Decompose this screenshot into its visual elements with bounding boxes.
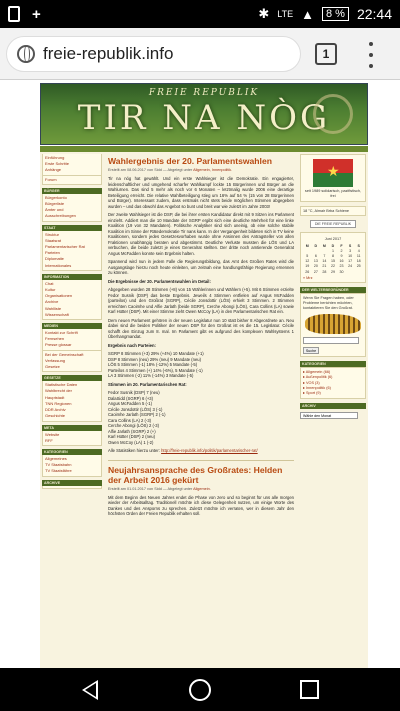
calendar-day[interactable]: 21 (322, 264, 327, 269)
calendar-weekday: D (331, 243, 335, 248)
result-line: Fedor Susnik (DSP) 7 (neu) (108, 390, 160, 395)
sidebar-heading: MEDIEN (42, 323, 102, 329)
archive-select[interactable]: Wähle den Monat (300, 412, 358, 419)
sidebar-heading: ARCHIV (300, 403, 366, 409)
calendar-day[interactable]: 6 (314, 253, 317, 258)
sidebar-link[interactable]: Bürgerliste (45, 201, 65, 207)
post-paragraph: Spannend wird nun in jedem Falle die Regierungsbildung, das Amt des Großen Rates wird die Ausgangslage hierzu noch heute einleiten, um zeitnah eine handlungsfähige Regierung ernennen zu können. (108, 259, 294, 275)
sidebar-menu (42, 176, 102, 185)
browser-toolbar (0, 28, 400, 80)
calendar-day[interactable]: 1 (331, 248, 334, 253)
sidebar-menu (42, 455, 102, 477)
sidebar-link[interactable]: Parlamentarischer Rat (45, 244, 85, 250)
calendar-day[interactable]: 3 (349, 248, 352, 253)
post-category-link[interactable]: Allgemein. (193, 486, 211, 491)
stats-text: Alle Statistiken hierzu unter: (108, 448, 160, 453)
navigation-bar (0, 668, 400, 711)
sidebar-heading: INFORMATION (42, 274, 102, 280)
calendar-title: Juni 2017 (324, 237, 342, 241)
post-paragraph: Dem neuen Parlament gehören in der neuen Legislatur nun 10 statt bisher 8 Abgeordnete an. Neu dabei sind die beiden Politiker der neuen DSP für den Großrat ist es die 15. Legislatur. Cécile schafft den Einzug zum 8. mal. Im Parlament gibt es aufgrund des komplexen Wahlsystems 1 Überhangmandat. (108, 317, 294, 339)
sidebar-menu (42, 381, 102, 421)
sidebar-link[interactable]: TV Staatsbahn (45, 462, 72, 468)
sidebar-link[interactable]: Wahlbrecht der (45, 388, 72, 394)
category-link[interactable]: ▸ Innenpolitik (6) (303, 385, 331, 390)
overflow-menu-button[interactable] (366, 42, 376, 68)
sidebar-menu (42, 351, 102, 373)
celtic-knot-icon (313, 94, 353, 134)
sidebar-heading: KATEGORIEN (42, 449, 102, 455)
calendar-weekday: F (340, 243, 343, 248)
sidebar-link[interactable]: Internationales (45, 262, 72, 268)
sidebar-menu (42, 431, 102, 446)
result-line: Karl Hütter (DSP) 2 (neu) (108, 434, 156, 439)
categories-list (300, 367, 366, 399)
result-line: SGRP 8 Stimmen (+3) 29% (+4%) 10 Mandate (+1) (108, 351, 204, 356)
calendar-day[interactable]: 27 (313, 269, 318, 274)
status-bar (0, 0, 400, 28)
category-link[interactable]: ▸ VOS (3) (303, 380, 320, 385)
result-line: LA 3 Stimmen (-2) 11% (-14%) 3 Mandate (-5) (108, 373, 194, 378)
calendar-day[interactable]: 15 (330, 259, 335, 264)
plus-notification-icon: + (32, 5, 41, 23)
sidebar-link[interactable]: TV Staatsfähre (45, 468, 72, 474)
globe-icon (17, 45, 35, 63)
calendar-day[interactable]: 22 (330, 264, 335, 269)
calendar-day[interactable]: 23 (339, 264, 344, 269)
seat-results-list (108, 390, 294, 445)
sidebar-menu (42, 231, 102, 271)
sidebar-link[interactable]: Verfassung (45, 357, 66, 363)
sidebar-heading: DER WELTERBEGRÜNDER (300, 287, 366, 293)
result-line: Cara Collins (LA) 2 (-3) (108, 417, 152, 423)
post-category-link[interactable]: Allgemein, Innenpolitik. (193, 168, 233, 172)
party-results-list (108, 351, 294, 379)
calendar-day[interactable]: 2 (340, 248, 343, 253)
header-subtitle: FREIE REPUBLIK (148, 88, 260, 98)
republic-badge[interactable]: DIE FREIE REPUBLIK (310, 220, 356, 228)
party-heading-text: Ergebnis nach Parteien: (108, 342, 156, 348)
calendar-day[interactable]: 28 (322, 269, 327, 274)
post-meta-text: Erstellt am 08.06.2017 von Sidd — Abgelegt unter (108, 168, 193, 172)
sidebar-link[interactable]: Ämter und (45, 207, 64, 213)
sidebar-link[interactable]: DDR Archiv (45, 407, 66, 413)
sidebar-link[interactable]: Forum (45, 176, 57, 182)
post-meta (108, 487, 294, 491)
category-link[interactable]: ▸ Außenpolitik (6) (303, 375, 333, 380)
calendar-day[interactable]: 13 (313, 259, 318, 264)
category-link[interactable]: ▸ Allgemein (66) (303, 370, 331, 375)
sidebar-heading: BÜRGER (42, 188, 102, 194)
sidebar-link[interactable]: Kultur (45, 287, 56, 293)
sidebar-menu (42, 280, 102, 320)
result-line: LÖS 5 Stimmen (-1) 18% (-12%) 5 Mandate (-5) (108, 362, 198, 367)
calendar-day[interactable]: 12 (305, 259, 310, 264)
calendar-day[interactable]: 29 (330, 269, 335, 274)
sidebar-heading: META (42, 425, 102, 431)
sidebar-link[interactable]: Geschichte (45, 413, 66, 419)
calendar-weekday: M (305, 243, 309, 248)
sidebar-link[interactable]: Wissenschaft (45, 311, 69, 317)
sidebar-link[interactable]: TNN Regionen (45, 400, 72, 406)
result-line: Caoimhe Jarlath (SGRP) 2 (-1) (108, 412, 166, 417)
url-text: freie-republik.info (43, 44, 174, 63)
sidebar-link[interactable]: Statistische Daten (45, 382, 78, 388)
recents-button[interactable] (300, 680, 319, 699)
flag-block (300, 154, 366, 202)
calendar-day[interactable]: 5 (306, 253, 309, 258)
calendar-weekday: D (314, 243, 318, 248)
calendar-widget (300, 232, 366, 283)
result-line: Cerche Abongi (LÖS) 2 (-3) (108, 423, 159, 428)
result-line: Cécile Jonsdottir (LÖS) 3 (-1) (108, 406, 163, 412)
post-paragraph: Der zweite Wahlsieger ist die DSP, die bei ihrer ersten Kandidatur direkt mit 9 Sitzen ins Parlament einzieht. Addiert man die 10 Mandate der SGRP ergibt sich eine deutliche Mehrheit für eine linke Koalition (19 von 32 Mandaten). Politische Analytiker sind sich uneinig, ob eine solche stabile Koalition im Sinne der Rätedemokratie Tir nans kann. In der Vergangenheit bildeten sich in TV keine Koalitionen, sondern jedes Gesetzesvorhaben wurde ohne Ansinnen des Antragsteller von allen Fraktionen unabhängig beraten und abgestimmt. Deutliche Verluste mussten die LÖS und LA verbuchen, die beide zuletzt je eines Generalrat stellten. Der dritte noch amtierende Generalrat Angus McFadden konnte sein Ergebnis halten. (108, 212, 294, 256)
search-input[interactable] (303, 337, 359, 344)
header-title: TIR NA NÒG (77, 98, 331, 138)
result-line: Parteilos 4 Stimmen (+) 14% (-6%), 5 Mandate (-1) (108, 367, 203, 373)
calendar-day (354, 269, 363, 274)
calendar-day[interactable]: 4 (357, 248, 360, 253)
calendar-week-row (303, 269, 363, 274)
sidebar-menu (42, 154, 102, 176)
sidebar-menu (42, 486, 102, 489)
sidebar-link[interactable]: Kontakt zur Schrift (45, 330, 78, 336)
network-type: LTE (277, 9, 294, 19)
tab-switcher-button[interactable]: 1 (315, 43, 337, 65)
address-bar[interactable] (6, 36, 301, 72)
sidebar-link[interactable]: Chat (45, 280, 54, 286)
signal-icon: ▲ (301, 6, 314, 22)
post-meta-text: Erstellt am 01.01.2017 von Sidd — Abgelegt unter (108, 486, 193, 491)
sidebar-link[interactable]: Wahlliste (45, 305, 62, 311)
results-heading-text: Die Ergebnisse der 20. Parlamentswahlen im Detail: (108, 278, 211, 284)
calendar-weekday: S (357, 243, 360, 248)
clock: 22:44 (356, 6, 392, 22)
category-link[interactable]: ▸ Sport (9) (303, 390, 321, 395)
result-line: Alfie Jarlath (SGRP) 2 (+) (108, 428, 156, 434)
main-content (108, 154, 294, 520)
calendar-day[interactable]: 20 (313, 264, 318, 269)
sidebar-heading: ARCHIVE (42, 480, 102, 486)
dot-icon (369, 42, 373, 46)
sidebar-link[interactable]: Archive (45, 299, 59, 305)
sidebar-heading: STAAT (42, 225, 102, 231)
calendar-day[interactable]: 30 (339, 269, 344, 274)
post-paragraph: Tir na nóg hat gewählt. Und ein erste Wahlsieger ist die Demokratie. Ein engagierter, leidenschaftlicher und umgehend scharfer Wahlkampf lockte 15 Bürgerinnen und Bürger an die Wahlurnen. Das sind 5 mehr als noch vor 6 Monaten – letztmalig wurde 2006 eine derartige Beteiligung erreicht. Die relative Wahlbeteiligung stieg um 16% auf 54 % (15 von 28 Bürgerinnen und Bürger). Interessant zudem, dass erstmals nicht stets beide möglichen Stimmen abgegeben wurden – und das obwohl das Angebot so bunt und breit war wie zuletzt im Jahre 2003! (108, 176, 294, 209)
sidebar-heading: KATEGORIEN (300, 361, 366, 367)
results-heading (108, 279, 294, 285)
calendar-day[interactable]: 19 (305, 264, 310, 269)
sidebar-heading: GESETZE (42, 375, 102, 381)
seats-heading-text: Stimmen im 20. Parlamentarischen Rat: (108, 381, 187, 387)
sidebar-link[interactable]: Staatsrat (45, 237, 62, 243)
sidebar-link[interactable]: Gesetze (45, 364, 60, 370)
post-divider (108, 460, 294, 461)
contact-block (300, 293, 366, 357)
dot-icon (369, 64, 373, 68)
party-heading (108, 343, 294, 349)
post-body (108, 176, 294, 454)
sidebar-menu (42, 194, 102, 222)
calendar-day[interactable]: 14 (322, 259, 327, 264)
calendar-day[interactable]: 8 (331, 253, 334, 258)
sidebar-link[interactable]: Bei der Gemeinschaft (45, 351, 84, 357)
result-line: Angus McFadden 5 (-1) (108, 401, 152, 406)
calendar-day[interactable]: 11 (356, 253, 361, 258)
site-header-banner[interactable] (40, 83, 368, 145)
calendar-day (346, 269, 355, 274)
post-body (108, 495, 294, 517)
contact-note: Wenn Sie Fragen haben, oder Probleme berichten möchten, kontaktieren Sie den Großrat. (303, 296, 354, 311)
post-title[interactable]: Wahlergebnis der 20. Parlamentswahlen (108, 156, 272, 166)
calendar-day[interactable]: 18 (356, 259, 361, 264)
back-button[interactable] (82, 680, 98, 700)
calendar-day[interactable]: 25 (356, 264, 361, 269)
calendar-weekday: M (322, 243, 326, 248)
sidebar-link[interactable]: Parteien (45, 250, 60, 256)
calendar-day[interactable]: 16 (339, 259, 344, 264)
sidebar-link[interactable]: Hauptstadt (45, 394, 65, 400)
sidebar-link[interactable]: Bürgerkonto (45, 194, 67, 200)
sidebar-link[interactable]: Diplomatie (45, 256, 64, 262)
sidebar-link[interactable]: Website (45, 431, 60, 437)
calendar-day[interactable]: 9 (340, 253, 343, 258)
post-paragraph: Abgegeben wurden 28 Stimmen (+8) von 15 Wählerinnen und Wählern (+5). Mit 6 Stimmen erzielte Fedor Susnik (DSP) das beste Ergebnis. Jeweils 4 Stimmen entfielen auf Angus McFadden (parteilos) und den Großrat (SGRP), Cécile Jonsdottir (LÖS) erhielt 3 Stimmen. 2 Stimmen erreichten Caoimhe und Alfie Jarlath (beide SGRP), Cerche Abongi (LÖS), Cara Collins (LA) sowie Karl Hütter (DSP). Mit einer Stimme zieht Owen McCoy (LA) in den Parlamentarischen Rat ein. (108, 287, 294, 314)
sidebar-menu (42, 329, 102, 351)
sidebar-link[interactable]: Struktur (45, 231, 60, 237)
result-line: Owen McCoy (LA) 1 (-2) (108, 439, 154, 445)
page-body (40, 152, 368, 668)
seats-heading (108, 382, 294, 388)
flag-caption: seit 1989 solidarisch, pazifistisch, frei (304, 189, 362, 198)
sidebar-link[interactable]: Anhänge (45, 167, 62, 173)
calendar-day[interactable]: 7 (323, 253, 326, 258)
sidebar-link[interactable]: Allgemeines (45, 455, 67, 461)
post-paragraph: Mit dem Beginn des Neuen Jahres endet die Phase von zero und so beginnt für uns alle morgen wieder der Arbeitsalltag. Traditionell möchte ich diese Gelegenheit nutzen, um einige Worte des Dankes und des Ansporns zu sprechen. Zuletzt möchte ich verraten, wer in diesem Jahr den höchsten Orden der Freien Republik erhalten soll. (108, 494, 294, 516)
bird-illustration (305, 314, 361, 334)
home-button[interactable] (189, 679, 211, 701)
post-meta (108, 168, 294, 172)
stats-line (108, 448, 294, 454)
dot-icon (369, 53, 373, 57)
web-page (0, 80, 400, 668)
battery-indicator: 8 % (322, 7, 349, 21)
calendar-day[interactable]: 26 (305, 269, 310, 274)
calendar-prev-link[interactable]: « Mrz (303, 276, 313, 281)
sidebar-link[interactable]: RFF (45, 437, 53, 443)
weather-block (300, 206, 366, 216)
sim-icon (8, 6, 20, 22)
sidebar-link[interactable]: Organisationen (45, 293, 73, 299)
sidebar-link[interactable]: Erste Schritte (45, 161, 70, 167)
calendar-day[interactable]: 10 (348, 253, 353, 258)
calendar-day[interactable]: 17 (348, 259, 353, 264)
sidebar-link[interactable]: Fernsehen (45, 336, 65, 342)
calendar-weekday: S (348, 243, 352, 248)
stats-link[interactable]: http://freie-republik.info/politik/parlamentarischer-rat/ (161, 448, 258, 453)
right-sidebar (300, 154, 366, 419)
republic-flag (313, 159, 353, 187)
result-line: DalaSidd (SGRP) 6 (+3) (108, 395, 154, 401)
sidebar-link[interactable]: Presse glossar (45, 342, 72, 348)
post-title[interactable]: Neujahrsansprache des Großrates: Helden der Arbeit 2016 gekürt (108, 464, 283, 485)
left-sidebar (42, 154, 102, 489)
search-button[interactable]: Suche (303, 347, 319, 354)
bluetooth-icon: ✱ (258, 6, 270, 21)
calendar-day[interactable]: 24 (348, 264, 353, 269)
weather-text: 18 °C, Almair Brba Schiene (303, 209, 350, 213)
sidebar-link[interactable]: Ausschreibungen (45, 213, 76, 219)
sidebar-link[interactable]: Einführung (45, 155, 65, 160)
result-line: DSP 8 Stimmen (neu) 29% (neu) 9 Mandate (neu) (108, 356, 202, 362)
calendar-table (303, 243, 363, 274)
